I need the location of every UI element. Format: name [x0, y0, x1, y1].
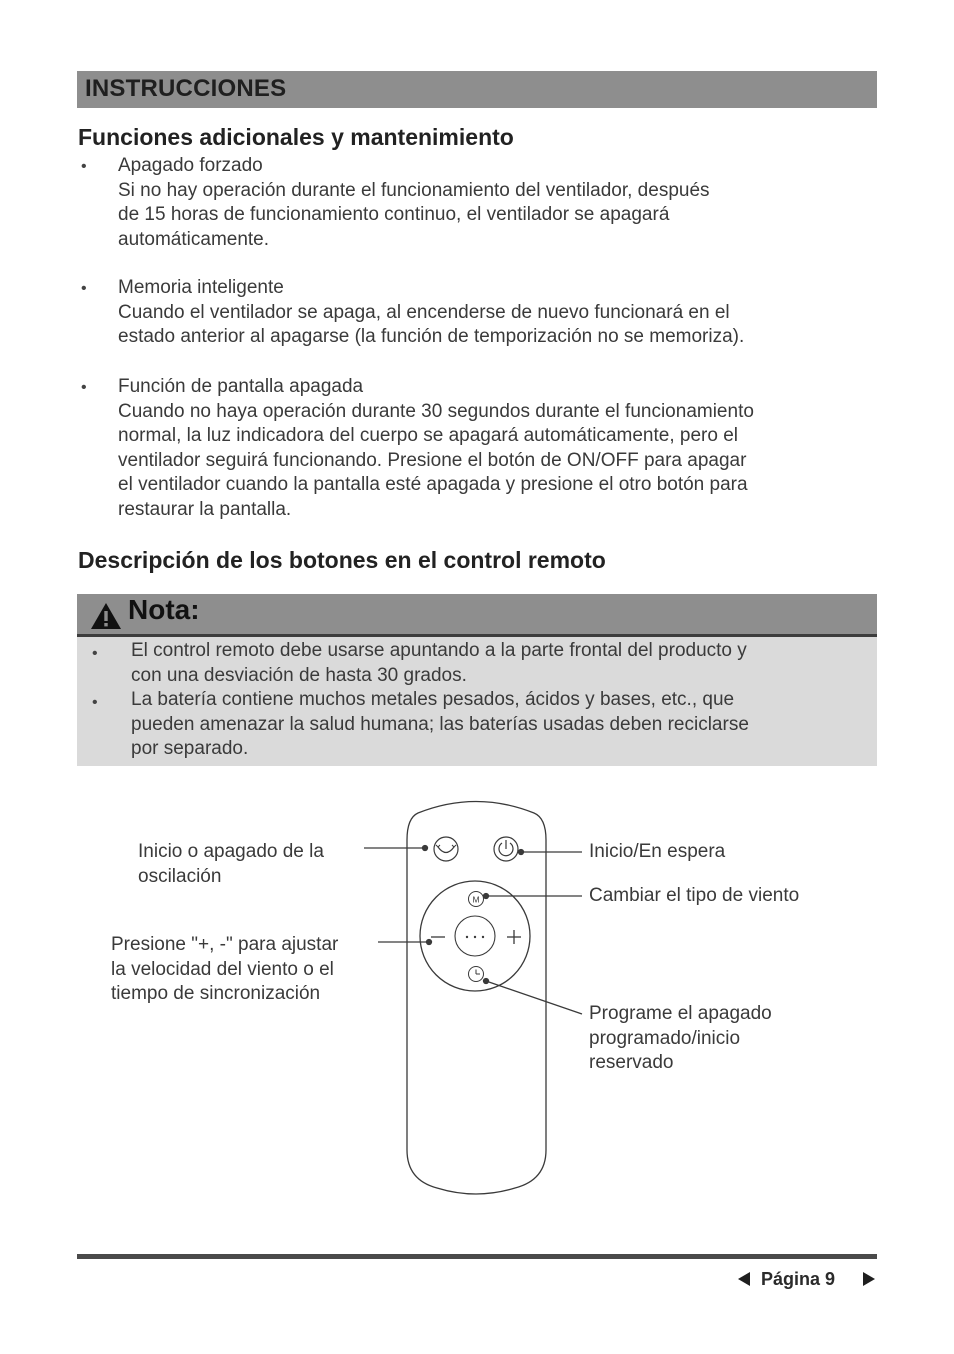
item-pantalla-apagada [118, 375, 754, 523]
bullet-dot: • [92, 694, 98, 711]
label-line: Programe el apagado [589, 1003, 772, 1024]
item-title: Apagado forzado [118, 155, 263, 176]
label-line: Inicio/En espera [589, 841, 726, 862]
item-apagado-forzado [118, 154, 710, 252]
next-page-icon[interactable] [861, 1271, 877, 1287]
section2-title: Descripción de los botones en el control remoto [78, 547, 606, 573]
note-line: El control remoto debe usarse apuntando a la parte frontal del producto y [131, 640, 747, 661]
item-line: ventilador seguirá funcionando. Presione el botón de ON/OFF para apagar [118, 449, 747, 471]
label-mode [589, 884, 799, 909]
warning-icon [90, 602, 122, 630]
bullet-dot: • [81, 280, 87, 297]
section1-title: Funciones adicionales y mantenimiento [78, 124, 514, 150]
label-line: la velocidad del viento o el [111, 958, 334, 980]
item-line: el ventilador cuando la pantalla esté apagada y presione el otro botón para [118, 474, 748, 496]
label-oscillation [138, 840, 324, 889]
label-power [589, 840, 725, 865]
note-item [131, 688, 749, 762]
note-title: Nota: [128, 594, 200, 625]
bullet-dot: • [92, 645, 98, 662]
mode-button-icon [469, 892, 484, 907]
label-line: Cambiar el tipo de viento [589, 885, 800, 906]
label-line: reservado [589, 1052, 674, 1074]
center-button-icon [455, 916, 495, 956]
prev-page-icon[interactable] [736, 1271, 752, 1287]
note-line: por separado. [131, 738, 249, 760]
footer-rule [77, 1254, 877, 1259]
item-line: restaurar la pantalla. [118, 498, 292, 520]
note-line: La batería contiene muchos metales pesados, ácidos y bases, etc., que [131, 689, 735, 710]
label-line: Inicio o apagado de la [138, 841, 324, 862]
item-title: Memoria inteligente [118, 277, 284, 298]
item-line: automáticamente. [118, 228, 270, 250]
power-button-icon [494, 837, 518, 861]
label-line: tiempo de sincronización [111, 983, 321, 1005]
note-box [77, 594, 877, 766]
label-line: oscilación [138, 865, 222, 887]
timer-button-icon [469, 967, 484, 982]
label-timer [589, 1002, 772, 1076]
oscillation-button-icon [434, 837, 458, 861]
note-line: pueden amenazar la salud humana; las baterías usadas deben reciclarse [131, 713, 749, 735]
note-item [131, 639, 747, 688]
remote-outline [407, 802, 546, 1195]
item-line: de 15 horas de funcionamiento continuo, el ventilador se apagará [118, 204, 670, 226]
section-header-bar [77, 71, 877, 108]
bullet-dot: • [81, 379, 87, 396]
label-line: Presione "+, -" para ajustar [111, 934, 339, 955]
item-line: Cuando no haya operación durante 30 segundos durante el funcionamiento [118, 400, 754, 422]
item-line: estado anterior al apagarse (la función de temporización no se memoriza). [118, 326, 745, 348]
label-line: programado/inicio [589, 1027, 741, 1049]
item-line: Si no hay operación durante el funcionamiento del ventilador, después [118, 179, 710, 201]
page-number: Página 9 [761, 1269, 836, 1289]
section-title: INSTRUCCIONES [85, 75, 287, 102]
note-line: con una desviación de hasta 30 grados. [131, 664, 467, 686]
item-line: normal, la luz indicadora del cuerpo se apagará automáticamente, pero el [118, 425, 738, 447]
label-speed [111, 933, 338, 1007]
item-memoria-inteligente [118, 276, 744, 350]
item-title: Función de pantalla apagada [118, 376, 364, 397]
item-line: Cuando el ventilador se apaga, al encenderse de nuevo funcionará en el [118, 301, 730, 323]
note-header [77, 594, 877, 637]
svg-text:M: M [472, 894, 480, 905]
bullet-dot: • [81, 158, 87, 175]
